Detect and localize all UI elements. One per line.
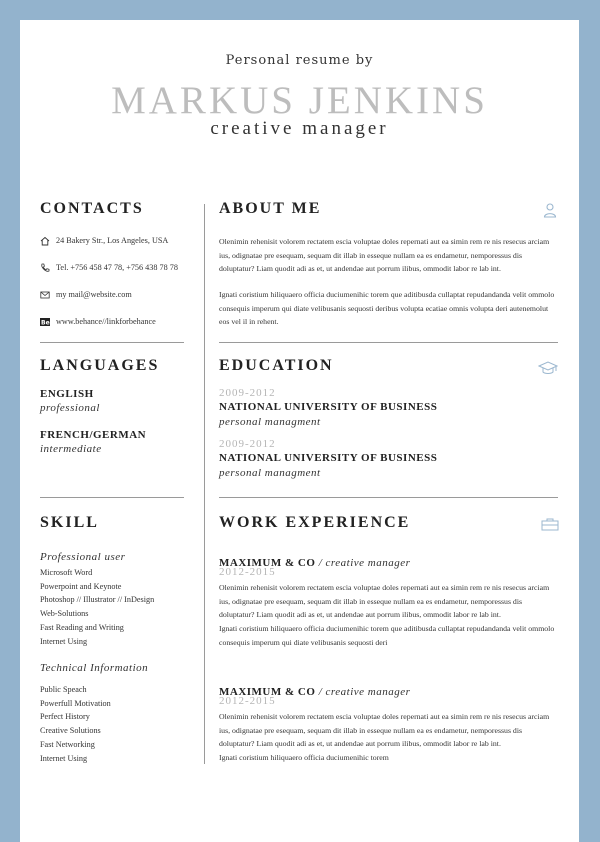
- work-position: creative manager: [325, 557, 411, 569]
- work-paragraph: Olenimin rehenisit volorem rectatem escia voluptae doles repernati aut ea simin rem re nis resecus arciam ius, odignatae pre esequam, sequam dit illab in esseque nullam ea es endametur, nemporessus dis doluptatur? Liam quodit adi as et, ut andendae aut porrum ilibus, ommodit labor re lab int.: [219, 712, 550, 749]
- language-name: ENGLISH: [40, 388, 94, 400]
- work-paragraph: Ignati coristium hiliquaero officia duciumenihic torem que aditibusda cullaptat repudandanda velit ommolo consequis imperum qui diate velibusanis sequosti deri: [219, 624, 555, 647]
- education-years: 2009-2012: [219, 438, 276, 450]
- work-position: creative manager: [325, 686, 411, 698]
- contacts-divider: [40, 342, 184, 343]
- skill-list: [40, 566, 154, 648]
- work-company: MAXIMUM & CO: [219, 686, 316, 698]
- person-name: MARKUS JENKINS: [111, 79, 488, 122]
- skill-item: Internet Using: [40, 753, 88, 763]
- language-level: intermediate: [40, 443, 102, 455]
- work-paragraph: Ignati coristium hiliquaero officia duciumenihic torem: [219, 753, 389, 762]
- skill-item: Internet Using: [40, 636, 88, 646]
- person-role: creative manager: [210, 118, 389, 139]
- work-separator: /: [315, 686, 326, 698]
- intro-line: Personal resume by: [225, 53, 374, 68]
- about-paragraph: Olenimin rehenisit volorem rectatem escia voluptae doles repernati aut ea simin rem re nis resecus arciam ius, odignatae pre esequam, sequam dit illab in esseque nullam ea es endametur, nemporessus dis doluptatur? Liam quodit adi as et, ut andendae aut porrum ilibus, ommodit labor re lab int.: [219, 237, 550, 274]
- skill-item: Powerpoint and Keynote: [40, 581, 122, 591]
- svg-text:Be: Be: [41, 319, 50, 327]
- language-level: professional: [40, 402, 100, 414]
- about-divider: [219, 342, 558, 343]
- about-heading: ABOUT ME: [219, 200, 322, 217]
- languages-divider: [40, 497, 184, 498]
- skill-list: [40, 683, 111, 765]
- work-paragraph: Olenimin rehenisit volorem rectatem escia voluptae doles repernati aut ea simin rem re nis resecus arciam ius, odignatae pre esequam, sequam dit illab in esseque nullam ea es endametur, nemporessus dis doluptatur? Liam quodit adi as et, ut andendae aut porrum ilibus, ommodit labor re lab int.: [219, 583, 550, 620]
- education-years: 2009-2012: [219, 387, 276, 399]
- work-years: 2012-2015: [219, 566, 276, 578]
- graduation-cap-icon: [538, 360, 558, 374]
- work-separator: /: [315, 557, 326, 569]
- contact-email: [40, 288, 132, 302]
- column-divider: [204, 204, 205, 764]
- contact-address: [40, 234, 168, 248]
- behance-icon: [40, 317, 50, 327]
- skill-item: Creative Solutions: [40, 726, 101, 736]
- contact-email-text[interactable]: my mail@website.com: [56, 290, 132, 299]
- education-school: NATIONAL UNIVERSITY OF BUSINESS: [219, 452, 438, 464]
- work-company: MAXIMUM & CO: [219, 557, 316, 569]
- contact-behance-text[interactable]: www.behance//linkforbehance: [56, 317, 156, 326]
- contact-behance: [40, 315, 156, 329]
- contacts-heading: CONTACTS: [40, 200, 144, 217]
- home-icon: [40, 236, 50, 246]
- language-name: FRENCH/GERMAN: [40, 429, 147, 441]
- contact-phone-text: Tel. +756 458 47 78, +756 438 78 78: [56, 263, 178, 272]
- skill-item: Fast Reading and Writing: [40, 622, 124, 632]
- skill-item: Fast Networking: [40, 739, 95, 749]
- languages-heading: LANGUAGES: [40, 357, 160, 374]
- skill-item: Public Speach: [40, 685, 87, 694]
- skill-item: Powerfull Motivation: [40, 698, 111, 708]
- work-years: 2012-2015: [219, 695, 276, 707]
- education-field: personal managment: [219, 467, 321, 479]
- education-school: NATIONAL UNIVERSITY OF BUSINESS: [219, 401, 438, 413]
- education-field: personal managment: [219, 416, 321, 428]
- phone-icon: [40, 263, 50, 273]
- contact-phone: [40, 261, 178, 275]
- contact-address-text: 24 Bakery Str., Los Angeles, USA: [56, 236, 169, 245]
- skill-item: Photoshop // Illustrator // InDesign: [40, 595, 155, 605]
- education-heading: EDUCATION: [219, 357, 334, 374]
- skill-group-title: Technical Information: [40, 662, 149, 674]
- skill-item: Perfect History: [40, 712, 90, 722]
- resume-sheet: [20, 20, 579, 842]
- skill-heading: SKILL: [40, 514, 99, 531]
- skill-item: Web-Solutions: [40, 609, 89, 619]
- work-heading: WORK EXPERIENCE: [219, 514, 411, 531]
- person-icon: [542, 202, 558, 216]
- skill-group-title: Professional user: [40, 551, 126, 563]
- about-paragraph: Ignati coristium hiliquaero officia duciumenihic torem que aditibusda cullaptat repudandanda velit ommolo consequis imperum qui diate velibusanis sequosti deribus volupta ecatiae omnis volupta deri autenemolut eos vel il in rehent.: [219, 290, 555, 327]
- mail-icon: [40, 290, 50, 300]
- education-divider: [219, 497, 558, 498]
- skill-item: Microsoft Word: [40, 568, 93, 577]
- briefcase-icon: [541, 516, 559, 530]
